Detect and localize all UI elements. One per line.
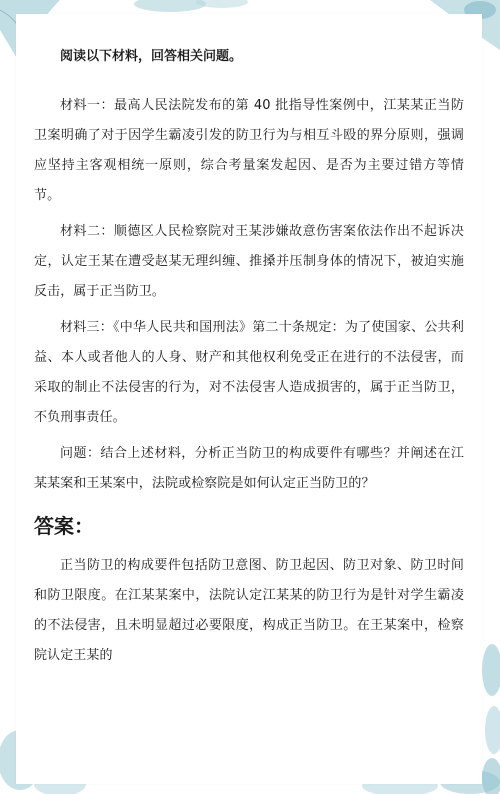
material-three: 材料三：《中华人民共和国刑法》第二十条规定：为了使国家、公共利益、本人或者他人的人身、财产和其他权利免受正在进行的不法侵害，而采取的制止不法侵害的行为，对不法侵害人造成损害的，属于正当防卫，不负刑事责任。 bbox=[34, 320, 464, 425]
material-two: 材料二：顺德区人民检察院对王某涉嫌故意伤害案依法作出不起诉决定，认定王某在遭受赵某无理纠缠、推搡并压制身体的情况下，被迫实施反击，属于正当防卫。 bbox=[34, 224, 464, 299]
answer-label: 答案： bbox=[34, 514, 94, 538]
document-content bbox=[34, 14, 464, 671]
document-page bbox=[16, 14, 482, 784]
material-one: 材料一：最高人民法院发布的第 40 批指导性案例中，江某某正当防卫案明确了对于因学生霸凌引发的防卫行为与相互斗殴的界分原则，强调应坚持主客观相统一原则，综合考量案发起因、是否为主要过错方等情节。 bbox=[34, 98, 464, 203]
instruction-heading: 阅读以下材料，回答相关问题。 bbox=[60, 49, 243, 64]
question: 问题：结合上述材料，分析正当防卫的构成要件有哪些？并阐述在江某某案和王某案中，法院或检察院是如何认定正当防卫的？ bbox=[34, 446, 464, 491]
answer-text: 正当防卫的构成要件包括防卫意图、防卫起因、防卫对象、防卫时间和防卫限度。在江某某案中，法院认定江某某的防卫行为是针对学生霸凌的不法侵害，且未明显超过必要限度，构成正当防卫。在王某案中，检察院认定王某的 bbox=[34, 558, 464, 663]
